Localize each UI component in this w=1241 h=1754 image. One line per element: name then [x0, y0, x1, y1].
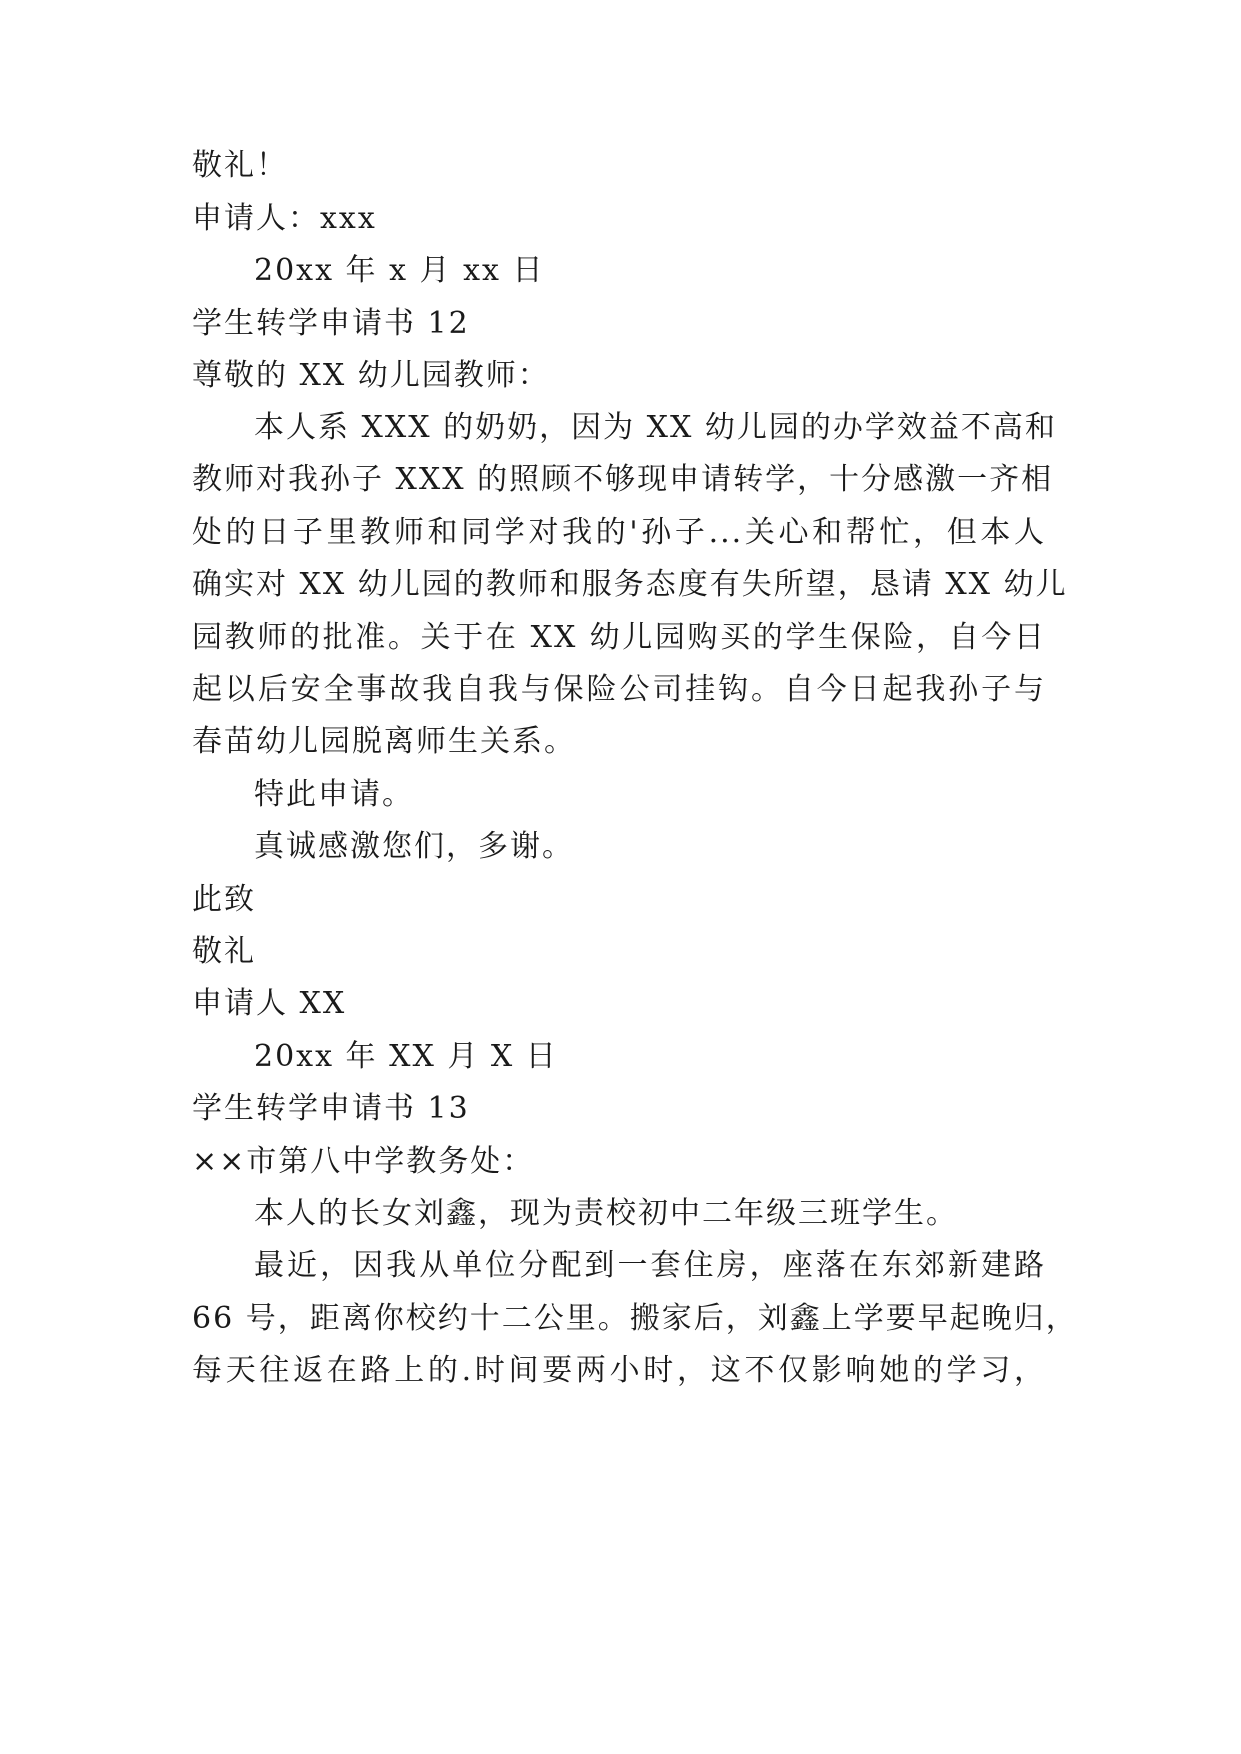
paragraph-line: 园教师的批准。关于在 XX 幼儿园购买的学生保险，自今日	[192, 620, 1046, 655]
date-line: 20xx 年 XX 月 X 日	[254, 1039, 558, 1074]
paragraph-line: 每天往返在路上的.时间要两小时，这不仅影响她的学习，	[192, 1353, 1046, 1388]
section-title: 学生转学申请书 12	[192, 306, 470, 341]
paragraph-line: 处的日子里教师和同学对我的'孙子...关心和帮忙，但本人	[192, 515, 1046, 550]
request-statement: 特此申请。	[254, 777, 414, 812]
date-line: 20xx 年 x 月 xx 日	[254, 253, 545, 288]
applicant-line: 申请人：xxx	[192, 201, 377, 236]
paragraph-line: 本人的长女刘鑫，现为责校初中二年级三班学生。	[254, 1196, 958, 1231]
paragraph-line: 最近，因我从单位分配到一套住房，座落在东郊新建路	[254, 1248, 1046, 1283]
thanks-line: 真诚感激您们，多谢。	[254, 829, 574, 864]
salutation: 尊敬的 XX 幼儿园教师：	[192, 358, 550, 393]
paragraph-line: 起以后安全事故我自我与保险公司挂钩。自今日起我孙子与	[192, 672, 1046, 707]
closing-line: 此致	[192, 882, 256, 917]
closing-salute: 敬礼	[192, 934, 256, 969]
salutation: ××市第八中学教务处：	[192, 1144, 535, 1179]
paragraph-line: 66 号，距离你校约十二公里。搬家后，刘鑫上学要早起晚归，	[192, 1301, 1078, 1336]
paragraph-line: 春苗幼儿园脱离师生关系。	[192, 724, 576, 759]
section-title: 学生转学申请书 13	[192, 1091, 470, 1126]
closing-salute: 敬礼！	[192, 148, 288, 183]
paragraph-line: 本人系 XXX 的奶奶，因为 XX 幼儿园的办学效益不高和	[254, 410, 1057, 445]
paragraph-line: 教师对我孙子 XXX 的照顾不够现申请转学，十分感激一齐相	[192, 462, 1054, 497]
applicant-line: 申请人 XX	[192, 986, 347, 1021]
paragraph-line: 确实对 XX 幼儿园的教师和服务态度有失所望，恳请 XX 幼儿	[192, 567, 1068, 602]
